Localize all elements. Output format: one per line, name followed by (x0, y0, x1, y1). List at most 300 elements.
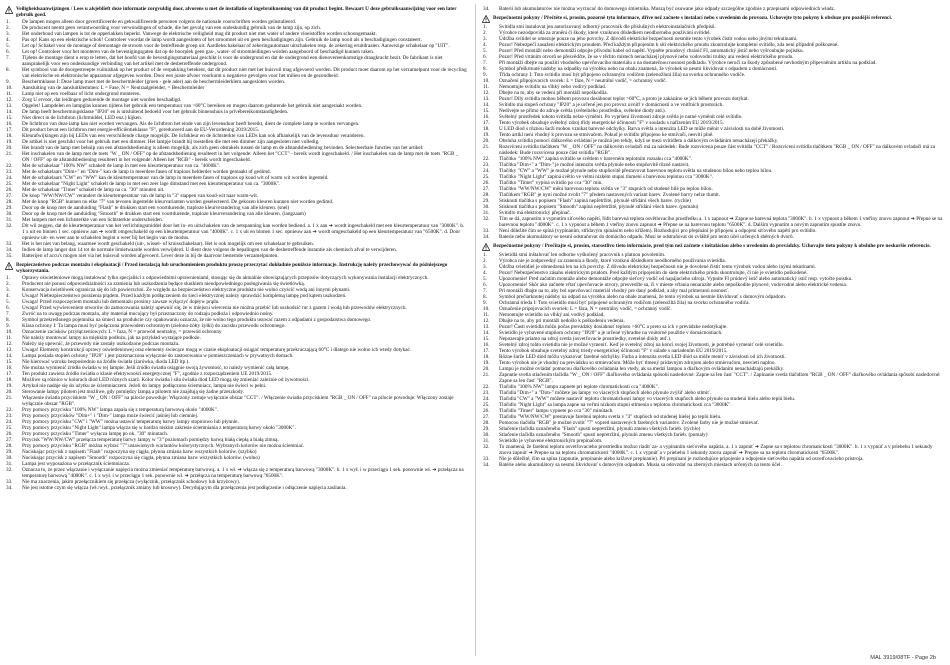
item-text: Tento výrobek obsahuje světelný zdroj třídy energetické účinnosti "F" v souladu s nařízením EU 2019/2015. (499, 119, 724, 126)
numbered-list (5, 19, 467, 260)
item-number: 19. (483, 131, 490, 138)
item-number: 3. (483, 263, 487, 270)
item-text: Tlačítko "Timer" vypíná svítidlo po cca "30" min. (499, 179, 603, 186)
item-text: Stlačenie tlačidla označeného "Flash" spustí nepretržitú, plynulú zmenu všetkých farieb. (rýchlo) (499, 426, 701, 433)
page-footer: MAL 3919/08TF - Page 2b (870, 655, 936, 661)
item-number: 9. (6, 322, 10, 329)
item-text: Dit product bevat een lichtbron met energie-efficiëntieklasse "F", gereduceerd aan de EU-Verordening 2019/2015. (22, 126, 260, 133)
right-column (482, 6, 944, 651)
item-text: Włączenie światła przyciskiem "W _ ON / OFF" na pilocie powoduje: Włączony zostaje wyłącznie obszar "CCT". / Włączenie światła przyciskiem "RGB _ ON / OFF" na pilocie powoduje: Włączony zostaje wyłącznie obszar "RGB". (22, 395, 454, 408)
instruction-section (482, 243, 944, 468)
item-text: Let op! Schakel voor de montage of demontage de stroom voor de betreffende groep uit. Aardlekschakelaar of zekeringautomaat uitschakelen resp. de zekering eruitdraaien. Aanwezige schakelaar op "UIT". (22, 42, 450, 49)
item-number: 1. (483, 23, 487, 30)
item-number: 3. (6, 286, 10, 293)
item-number: 19. (6, 138, 13, 145)
warning-triangle-icon (5, 262, 13, 270)
item-text: Baterií lub akumulatorów nie można wyrzucać do domowego śmietnika. Muszą być usuwane jako odpady szczególne zgodnie z przepisami odpowiednich władz. (499, 6, 836, 12)
item-number: 17. (6, 370, 13, 377)
item-text: Pozor! Nebezpečenstvo zásahu elektrickým prúdom. Pred každým pripojením do siete elektrického prúdu skontrolujte, či nie je svietidlo poškodené. (499, 269, 808, 276)
item-number: 4. (6, 36, 10, 43)
item-number: 9. (483, 299, 487, 306)
item-text: Zapnutie svetla stlačením tlačidla "W _ ON / OFF" diaľkového ovládania spôsobí nasledovné: Zapne sa len časť "CCT". / Zapínanie svetla tlačidlom "RGB _ ON / OFF" diaľkového ovládania spôsobí nasledovné: Zapne sa len časť "RGB". (499, 371, 941, 384)
item-text: Stisknutí tlačítka s popisem "Smooth" zapíná nepřetržité, plynulé střídání všech barev. (pomalu) (499, 203, 699, 210)
item-number: 8. (6, 66, 10, 73)
item-text: Symbol prečiarknutej nádoby na odpad na výrobku alebo na obale znamená, že tento výrobok sa nesmie likvidovať s domovým odpadom. (499, 293, 787, 300)
item-text: Označenie pripojovacích svoriek: L = fáza, N = neutrálny vodič, = ochranný vodič. (499, 305, 672, 312)
item-text: Nie należy montować lampy na miękkim podłożu, jak na przykład wystające podłoże. (22, 334, 201, 341)
item-text: Door op de knop met de aanduiding "Flash" te drukken start een voortdurende, traploze kleurverandering van alle kleuren. (snel) (22, 205, 290, 212)
item-number: 12. (6, 96, 13, 103)
item-number: 5. (483, 47, 487, 54)
warning-triangle-icon (482, 15, 490, 23)
item-number: 6. (483, 281, 487, 288)
item-number: 4. (483, 269, 487, 276)
item-text: Oprawy oświetleniowe mogą instalować tylko specjaliści z odpowiednimi uprawnieniami, stosując się do aktualnie obowiązujących przepisów dotyczących wykonywania instalacji elektrycznych. (22, 274, 429, 281)
item-number: 27. (483, 414, 490, 420)
item-number: 28. (6, 443, 13, 450)
item-number: 31. (6, 217, 13, 224)
instruction-section (482, 6, 944, 12)
item-number: 4. (6, 292, 10, 299)
item-number: 6. (6, 48, 10, 55)
item-text: Naciskając przycisk z napisem "Smooth" rozpoczyna się ciągła, płynna zmiana barw wszystkich kolorów. (wolno) (22, 455, 260, 462)
item-number: 8. (6, 316, 10, 323)
item-number: 32. (483, 444, 490, 451)
item-text: Tlačidlá "Dim+" a "Dim-" môžete jas lampy vo viacerých stupňoch alebo plynule zvýšiť alebo stlmiť. (499, 389, 711, 396)
item-text: Tento výrobok nie je vhodný na prevádzku so stmievačom. Môže byť tlmený prídavným zdrojom alebo stmievačom, nesvieti naplno. (499, 359, 776, 366)
item-text: Het inschakelen van de lamp met de toets "W _ ON / OFF" op de afstandsbediening resulteert in het volgende: Alleen het "CCT" - bereik wordt ingeschakeld. / Het inschakelen van de lamp met de toets "RGB _ ON / OFF" op de afstandsbediening resulteert in het volgende: Alleen het "RGB" - bereik wordt ingeschakeld. (22, 150, 459, 163)
item-number: 4. (483, 41, 487, 48)
item-text: To znamená, že farebnú teplotu osvetľovacieho prostriedku možno riadiť za- a vypínaním sieťového napätia. a. 1 x zapnúť ➔ Zapne sa s teplotou chromatickosti "3000K". b. 1 x vypnúť a v priebehu 1 sekundy znova zapnúť ➔ Prepne sa na teplotu chromatickosti "4000K". c. 1 x vypnúť a v priebehu 1 sekundy znova zapnúť ➔ Prepne sa na teplotu chromatickosti "6500K". (499, 444, 933, 457)
item-text: Przycisk "WW/NW/CW" przełącza temperaturę barwy lampy w "3" poziomach pomiędzy barwą białą ciepłą a białą zimną. (22, 437, 279, 444)
item-text: Lampa posiada stopień ochrony "IP20" i jest przeznaczona wyłącznie do zastosowania w pomieszczeniach w prywatnych domach. (22, 352, 294, 359)
item-text: Zwróć na to uwagę podczas montażu, aby materiał mocujący był przeznaczony do rodzaju podłoża i odpowiednio nośny. (22, 310, 274, 317)
item-number: 11. (6, 334, 13, 341)
item-text: Tlačidlá "CW" a "WW" môžete nastaviť teplotu chromatickosti lampy vo viacerých stupňoch alebo plynule na studenú bielu alebo teplú bielu. (499, 395, 796, 402)
item-number: 21. (6, 150, 13, 157)
item-text: Nemontujte svítidlo na vlhký nebo vodivý podklad. (499, 83, 607, 90)
item-number: 27. (6, 437, 13, 444)
item-text: Nie kierować wzroku bezpośrednio na źródło światła (żarówka, dioda LED itp.). (22, 358, 190, 365)
item-text: Artykuł nie nadaje się do użytku ze ściemniaczem. Jeżeli do lampy podłączono ściemniacz, lampa nie świeci w pełni. (22, 382, 267, 389)
item-text: Svetelný zdroj tohto svietidla nie je možné vymeniť. Keď je svetelný zdroj na konci svojej životnosti, je potrebné vymeniť celé svietidlo. (499, 341, 784, 348)
item-text: Uwaga! Przed wywierceniem otworów do zamocowania należy upewnić się, że w miejscu wiercenia nie można przebić lub uszkodzić rur z gazem i wodą lub przewodów elektrycznych. (22, 304, 407, 311)
item-number: 6. (483, 53, 487, 60)
item-text: Symbol přeškrtnuté nádoby na odpadky na výrobku nebo na obalu znamená, že výrobek se nesmí likvidovat s odpadem z domácností. (499, 65, 778, 72)
item-number: 33. (483, 456, 490, 463)
list-item (5, 67, 467, 79)
section-heading (482, 243, 944, 251)
item-number: 17. (483, 119, 490, 126)
item-number: 15. (6, 114, 13, 121)
item-number: 14. (6, 108, 13, 115)
item-text: Ten produkt zawiera źródło światła o klasie efektywności energetycznej "F", zgodnie z rozporządzeniem UE 2019/2015. (22, 370, 273, 377)
list-item (5, 395, 467, 407)
item-text: Svítidlo má elektronický přepínač. (499, 210, 571, 216)
item-text: Svietidlá smú inštalovať len odborne vyškolený pracovník s platnou povolením. (499, 251, 666, 258)
item-number: 29. (6, 205, 13, 212)
item-number: 13. (483, 323, 490, 330)
item-text: Konserwacja świetlówek ogranicza się do ich powierzchni. Ze względu na bezpieczeństwo elektryczne produktu nie wolno czyścić wodą ani innymi płynami. (22, 286, 351, 293)
item-number: 2. (483, 29, 487, 36)
item-text: Při montáži dbejte na použití vhodného upevňovacího materiálu a na dostatečnou nosnost podkladu. Výrobce neručí za škody způsobené nevhodným připevněním artiklu na podklad. (499, 59, 877, 66)
item-number: 14. (483, 101, 490, 108)
list-item (5, 151, 467, 163)
item-number: 8. (483, 293, 487, 300)
item-number: 31. (483, 438, 490, 445)
item-number: 34. (483, 462, 490, 469)
item-number: 24. (483, 167, 490, 174)
item-text: Met de knop "RGB" kunnen nu elke "7" van tevoren ingestelde kleurvarianten worden geselecteerd. De gekozen kleuren kunnen niet worden gedimd. (22, 199, 334, 205)
item-number: 13. (6, 102, 13, 109)
item-number: 26. (6, 431, 13, 438)
item-number: 25. (483, 401, 490, 408)
instruction-section (5, 262, 467, 491)
item-text: Dbajte na to, aby pri montáži nedošlo k poškodeniu vedenia. (499, 317, 625, 324)
item-number: 2. (6, 24, 10, 31)
item-text: Rozsvícení svítidla tlačítkem "W _ ON / OFF" na dálkovém ovladači má za následek: Bude rozsvícena pouze část svítidla "CCT" / Rozsvícení svítidla tlačítkem "RGB _ ON / OFF" na dálkovém ovladači má za následek: Bude rozsvícena pouze část svítidla "RGB". (499, 143, 936, 156)
item-number: 18. (483, 353, 490, 360)
item-text: Możliwe są różnice w kolorach diod LED różnych szarż. Kolor światła i siła światła diod LED mogą się zmieniać zależnie od żywotności. (22, 376, 310, 383)
item-text: De artikel is niet geschikt voor het gebruik met een dimmer. Het lampje brandt bij toestellen die met een dimmer zijn aangesloten niet volledig. (22, 138, 320, 145)
item-number: 25. (6, 180, 13, 187)
item-number: 34. (6, 247, 13, 254)
item-number: 13. (6, 346, 13, 353)
item-number: 10. (6, 84, 13, 91)
item-number: 24. (6, 174, 13, 181)
item-number: 33. (6, 241, 13, 248)
item-text: Třída ochrany I: Toto svítidlo musí být připojeno ochranným vodičem (zelenožlutá žíla) na svorku ochranného vodiče. (499, 71, 746, 78)
section-title: Bezpieczeństwo podczas montażu i eksploatacji / Przed instalacją lub uruchomieniem produktu proszę przeczytać dokładnie poniższe informacje. Instrukcję należy przechowywać do późniejszego wykorzystania. (16, 262, 448, 275)
numbered-list (482, 252, 944, 469)
item-number: 7. (483, 59, 487, 66)
item-text: Nie je dôležité, čím sa spína (zapnutie, prepínanie alebo krížové prepínanie). Pri prepínaní je rozhodujúce pripojenie a odpojenie sieťového napätia od osvetľovacieho prístroja. (499, 456, 864, 463)
item-text: Symbol przekreślonego pojemnika na śmieci na produkcie czy opakowaniu oznacza, że nie wolno tego produktu usuwać razem z odpadami z gospodarstwa domowego. (22, 316, 372, 323)
item-number: 9. (483, 71, 487, 78)
item-number: 8. (483, 65, 487, 72)
list-item (5, 223, 467, 241)
item-number: 22. (6, 162, 13, 169)
item-number: 35. (6, 253, 13, 260)
item-number: 20. (6, 144, 13, 151)
item-text: Met de schakelaar "Night Light" schakelt de lamp in met een zeer lage dimstand met een kleurtemperatuur van ca. "3000K". (22, 180, 281, 187)
item-text: Opgelet! Lampdelen en lampglas kunnen tijdens het gebruik een temperatuur van >60°C bereiken en mogen daarom gedurende het gebruik niet aangeraakt worden. (22, 102, 363, 109)
list-item (5, 253, 467, 259)
item-text: Przy pomocy przycisku "CW" i "WW" można ustawić temperaturę barwy lampy stopniowo lub płynnie. (22, 419, 239, 426)
item-number: 16. (6, 120, 13, 127)
item-text: Nie ma znaczenia, jakim przełącznikiem się przełącza (wyłącznik, przełącznik schodowy lub krzyżowy). (22, 479, 241, 486)
item-text: Aansluiting van de aansluitklemmen: L = Fase, N = Neutraalgeleider, = Beschermleider (22, 84, 205, 91)
item-number: 5. (483, 275, 487, 282)
section-heading (5, 262, 467, 274)
item-number: 21. (483, 143, 490, 150)
item-text: Tlačítko "WW/NW/CW" mění barevnou teplotu světla ve "3" stupních od studené bílé po teplou bílou. (499, 185, 713, 192)
item-text: Przy pomocy przycisku "RGB" można wybrać "7" ustawionych wariantów kolorystycznych. Wybranych kolorów nie można ściemniać. (22, 443, 305, 450)
item-text: Nemontujte svietidlo na vlhký ani vodivý podklad. (499, 311, 605, 318)
item-number: 30. (483, 432, 490, 439)
item-text: Uwaga! Niebezpieczeństwo porażenia prądem. Przed każdym podłączeniem do sieci elektrycznej należy sprawdzić kompletną lampę pod kątem uszkodzeń. (22, 292, 347, 299)
item-number: 18. (6, 376, 13, 383)
item-text: Nepozerajte priamo na zdroj svetla (osvetľovacie prostriedky, svetelné diódy atď.). (499, 335, 672, 342)
item-text: Údržba svietidiel je obmedzená len na ich povrchy. Z dôvodu elektrickej bezpečnosti nie je dovolené čistiť tento výrobok vodou alebo inými tekutinami. (499, 263, 816, 270)
item-text: Tlačidlo "Night Light" sa lampa zapne na veľmi nízkom stupni stlmenia s teplotou chromatickosti cca "3000K". (499, 401, 732, 408)
item-number: 22. (483, 383, 490, 390)
item-number: 21. (6, 395, 13, 401)
item-number: 17. (6, 126, 13, 133)
item-number: 11. (483, 83, 490, 90)
item-number: 22. (6, 407, 13, 414)
item-number: 7. (6, 310, 10, 317)
item-number: 25. (483, 173, 490, 180)
item-text: Tijdens de montage dient u erop te letten, dat het hoofd van de bevestigingsmateriaal geschikt is voor de ondergrond en dat de ondergrond een dienovereenkomstige draagkracht bezit. De fabrikant is niet aansprakelijk voor een ondeskundige verbinding van het artikel met de desbetreffende ondergrond. (22, 54, 443, 67)
warning-triangle-icon (5, 6, 13, 14)
item-number: 25. (6, 425, 13, 432)
item-text: De knop "WW/NW/CW" verandert de kleurtemperatuur van de lamp in "3" stappen van koud-wit naar warm-wit. (22, 192, 259, 199)
item-number: 32. (6, 467, 13, 474)
item-text: Klasa ochrony I: Ta lampa musi być połączona przewodem ochronnym (zielono-żółty żyłki) do zacisku przewodu ochronnego. (22, 322, 286, 329)
item-number: 32. (6, 223, 13, 230)
item-text: Pozor! Časti svietidla môžu počas prevádzky dosiahnuť teplotu >60°C a preto sa ich v prevádzke nedotýkajte. (499, 323, 728, 330)
item-number: 15. (6, 358, 13, 365)
list-item (482, 444, 944, 456)
item-number: 3. (6, 30, 10, 37)
item-text: Stisknutí tlačítka s popisem "Flash" zapíná nepřetržité, plynulé střídání všech barev. (rychle) (499, 197, 691, 204)
item-number: 21. (483, 371, 490, 378)
item-number: 26. (483, 179, 490, 186)
item-number: 26. (6, 186, 13, 193)
item-text: Svietidlo je vybavené elektronickým prepínačom. (499, 438, 603, 445)
item-number: 22. (483, 155, 490, 162)
item-text: Ochranná trieda I: Toto svietidlo musí byť pripojené ochranným vodičom (zelenožltá žila) na svorku ochranného vodiča. (499, 299, 750, 306)
item-number: 34. (483, 6, 490, 12)
item-number: 15. (483, 107, 490, 114)
item-text: Rôzne šarže LED diód môžu vykazovať farebné odchýlky. Farba a intenzita svetla LED diód sa môže meniť v závislosti od ich životnosti. (499, 353, 786, 360)
item-number: 1. (483, 251, 487, 258)
item-number: 28. (483, 191, 490, 198)
list-item (482, 462, 944, 468)
item-text: Pozor! Před vrtáním otvorů se přesvědčte, že se v těchto místech nenacházejí plynové nebo vodovodní trubky ani vedení elektrického proudu. (499, 53, 794, 60)
item-number: 29. (6, 449, 13, 456)
item-number: 12. (483, 89, 490, 96)
item-number: 5. (6, 298, 10, 305)
item-number: 23. (6, 413, 13, 420)
item-text: Uwaga! Elementy konstrukcji oprawy oświetleniowej oraz elementy świecące mogą w czasie eksploatacji osiągać temperaturę przekraczającą 60°C i dlatego nie wolno ich wtedy dotykać. (22, 346, 412, 353)
item-number: 24. (6, 419, 13, 426)
numbered-list (482, 6, 944, 12)
item-text: De lamp heeft beschermingsklasse "IP20" en is uitsluitend bedoeld voor het gebruik binnenshuis in privébereikomstandigheden. (22, 108, 289, 115)
item-number: 5. (6, 42, 10, 49)
item-number: 27. (483, 185, 490, 192)
item-number: 30. (483, 203, 490, 210)
item-text: Let op! Controleer voor het monteren van de bevestigingsgaten dat op de boorplek geen gas-, water- of stroomleidingen worden aangeboord of beschadigd kunnen raken. (22, 48, 375, 55)
item-number: 10. (483, 305, 490, 312)
item-text: Svietidlo je vybavené stupňom ochrany "IP20" a je určené výhradne na vnútorné použitie v domácnostiach. (499, 329, 723, 336)
item-text: Tlačidlo "Timer" lampu vypnete po cca "30" minútach. (499, 407, 614, 414)
item-text: Oznacza to, że przez włączanie i wyłączanie napięcia można zmieniać temperaturę barwową. a. 1 x wł. ➔ włącza się z temperaturą barwową "3000K". b. 1 x wył. i w przeciągu 1 sek. ponownie wł. ➔ przełącza na temperaturę barwową "4000K". c. 1 x wył. i w przeciągu 1 sek. ponownie wł. ➔ przełącza na temperaturę barwową "6500K". (22, 467, 464, 480)
item-text: Batérie alebo akumulátory sa nesmú likvidovať s domovým odpadom. Musia sa odovzdať na zberných miestach určených na tento účel. (499, 462, 782, 469)
item-text: Het onderhoud van lampen is tot de opperlakken beperkt. Vanwege de elektrische veiligheid mag dit product niet met water of andere vloeistoffen worden schoongemaakt. (22, 30, 377, 37)
item-number: 2. (6, 280, 10, 287)
item-text: Nie można wymienić źródła światła w tej lampie. Jeśli źródło światła osiągnie swoją żywotność, to należy wymienić całą lampę. (22, 364, 290, 371)
item-number: 17. (483, 347, 490, 354)
item-text: Przy pomocy przycisku "Timer" wyłącza lampę po ok. "30" minutach. (22, 431, 169, 438)
item-number: 12. (6, 340, 13, 347)
item-number: 30. (6, 455, 13, 462)
item-text: Pri montáži dbajte na to, aby bol upevňovací materiál vhodný pre daný podklad, a aby mal primeranú nosnosť. (499, 287, 729, 294)
item-text: Met de schakelaar "Timer" schakelt de lamp na ca. "30" minuten uit. (22, 186, 165, 193)
item-text: Pozor! Nebezpečí zasažení elektrickým proudem. Před každým připojením k síti elektrického proudu zkontrolujte kompletní svítidlo, zda není případně poškozené. (499, 41, 839, 48)
item-text: Met lampen met een lichtsterkte van een lichtsterkte onderscheiden. (22, 217, 164, 224)
item-number: 13. (483, 95, 490, 102)
item-text: Tento artikl není vhodný k provozu se stmívačem. Pokud je svítidlo připojeno ke stmívači, nesvítí plně. (499, 131, 714, 138)
item-number: 11. (483, 311, 490, 318)
item-text: Należy się upewnić, że przewody nie zostały uszkodzone podczas montażu. (22, 340, 180, 347)
list-item (5, 467, 467, 479)
item-number: 28. (6, 199, 13, 205)
item-text: Het brandt van de lamp met behulp van een afstandsbediening is alleen mogelijk, als zich geen obstakels tussen de lamp en de afstandsbediening bevinden. Selecteerbare functies van het artikel: (22, 144, 424, 151)
item-text: Met de schakelaars "CW" en "WW" kan de kleurtemperatuur van de lamp in meerdere fasen of traploos op koud wit of warm wit worden ingesteld. (22, 174, 329, 181)
item-number: 1. (6, 18, 10, 25)
item-number: 14. (483, 329, 490, 336)
item-text: Het is het niet van belang, waarmee wordt geschakeld (uit-, wissel- of kruisschakelaar). Het is ook mogelijk om een schakelaar te gebruiken. (22, 241, 314, 248)
item-number: 20. (483, 365, 490, 372)
list-item (482, 216, 944, 228)
item-text: Lamp niet op een voelbaar of licht ondergrond monteren. (22, 90, 141, 97)
item-number: 10. (6, 328, 13, 335)
item-number: 6. (6, 304, 10, 311)
item-text: Svítidlo má stupeň ochrany "IP20" a je určené jen pro provoz uvnitř v domácnosti a ve vnitřních prostorách. (499, 101, 724, 108)
item-text: Kleurafwijkingen zijn bij LEDs van een verschillende charge mogelijk. De lichtkleur en de lichtsterkte van LEDs kan ook afhankelijk van de levensduur veranderen. (22, 132, 365, 139)
item-text: Tlačítky "CW" a "WW" je možné plynule nebo stupňovitě přestavovat barevnou teplotu světla na studenou bílou nebo teplou bílou. (499, 167, 773, 174)
item-text: Dit wil zeggen, dat de kleurtemperatuur van het verlichtingsmiddel door het in- en uitschakelen van de netspanning kan worden bediend. a. 1 x aan ➔ wordt ingeschakeld met een kleurtemperatuur van "3000K". b. 1 x uit en binnen 1 sec. opnieuw aan ➔ wordt omgeschakeld op een kleurtemperatuur van "4000K". c. 1 x uit en binnen 1 sec. opnieuw aan ➔ wordt omgeschakeld op een kleurtemperatuur van "6500K". d. Door opnieuw uit- en weer aan te schakelen begint u weer bij het begin van de modus. (22, 223, 465, 242)
item-text: Sterowanie lampy pilotem jest możliwe, gdy pomiędzy lampą a pilotem nie znajdują się żadne przeszkody. (22, 388, 245, 395)
item-text: Označení připojovacích svorek: L = fáze, N = neutrální vodič, = ochranný vodič. (499, 77, 667, 84)
item-number: 3. (483, 35, 487, 42)
item-number: 14. (6, 352, 13, 359)
warning-triangle-icon (482, 243, 490, 251)
section-heading (5, 6, 467, 18)
item-text: Beschermklasse I: Deze lamp moet met de beschermleider (groen - gele ader) aan de beschermleiderklem aangesloten worden. (22, 78, 286, 85)
item-number: 27. (6, 192, 13, 199)
list-item (482, 372, 944, 384)
item-number: 24. (483, 395, 490, 402)
item-text: Obsluha svítidla pomocí dálkového ovládání je možná jen tehdy, když se mezi svítidlem a dálkovým ovládáním nenacházejí překážky. (499, 137, 779, 144)
item-number: 18. (483, 125, 490, 132)
item-number: 16. (483, 341, 490, 348)
item-text: Nedívejte se přímo do zdroje světla (světelného prostředku, světelné diody atd.). (499, 107, 666, 114)
item-number: 16. (6, 364, 13, 371)
item-number: 1. (6, 274, 10, 281)
item-number: 19. (483, 359, 490, 366)
item-text: Przy pomocy przycisku "100% NW" lampa zapala się z temperaturą barwową około "4000K". (22, 407, 219, 414)
item-number: 15. (483, 335, 490, 342)
item-text: U LED diod s různou šarží mohou vznikat barevné odchylky. Barva světla a intenzita LED se může měnit v závislosti na době životnosti. (499, 125, 785, 132)
section-title: Bezpečnostní pokyny / Přečtěte si, prosím, pozorně tyto informace, dříve než začnete s instalací nebo s uvedením do provozu. Uchovejte tyto pokyny k obsluze pro pozdější referenci. (493, 15, 893, 22)
column-divider (475, 4, 476, 656)
item-text: Oznaczenie zacisków przyłączeniowych: L = faza, N = przewód neutralny, = przewód ochronny (22, 328, 222, 335)
item-text: Výrobce nezodpovídá za zranění či škody, které vzniknou důsledkem neodborného používání svítidel. (499, 29, 711, 36)
item-number: 31. (483, 210, 490, 216)
item-text: Uwaga! Przed rozpoczęciem montażu lub demontażu prosimy zawsze wyłączyć dopływ prądu. (22, 298, 220, 305)
item-text: Indien de lamp langer dan 14 tot de normale limietwaarde worden verwijderd. U dient deze volgens de bepalingen van de desbetreffende instantie als chemisch afval te verwijderen. (22, 247, 397, 254)
item-text: Upozornenie! Skôr ako začnete vŕtať upevňovacie otvory, presvedčte sa, či v mieste vŕtania nenarazíte alebo nepoškodíte plynové, vodovodné alebo elektrické vedenia. (499, 281, 848, 288)
list-item (482, 144, 944, 156)
item-text: Tlačidlo "WW/NW/CW" prestavuje farebnú teplotu svetla v "3" stupňoch od studenej bielej po teplú bielu. (499, 414, 722, 420)
item-number: 34. (6, 485, 13, 492)
item-text: De producent neemt geen verantwoording voor verwondingen of schade, die het gevolg van een ondeskundig gebruik van de lamp zijn, op zich. (22, 24, 322, 31)
item-text: Stlačenie tlačidla označeného "Smooth" spustí nepretržitú, plynulú zmenu všetkých farieb. (pomaly) (499, 432, 708, 439)
item-number: 33. (483, 228, 490, 235)
item-text: Het symbool van de doorgestreepte vuilnisbak op het product of de verpakking betekent, dat dit product niet met het huisvuil mag afgevoerd worden. Dit product moet daarom op het verzamelpunt voor de recycling van elektrische en elektronische apparatuur afgegeven worden. Door een juiste afvoer voorkomt u negatieve gevolgen voor het milieu en de gezondheid. (22, 66, 467, 79)
numbered-list (482, 24, 944, 241)
list-item (5, 55, 467, 67)
item-text: Lampu je možné ovládať pomocou diaľkového ovládania len vtedy, ak sa medzi lampou a diaľkovým ovládaním nenachádzajú prekážky. (499, 365, 785, 372)
item-text: Pozor! Před montáží nebo demontáží odpojte přívodní kabel od napětí. Vypněte proudový chránič FI, automatický jistič nebo vyšroubujte pojistku. (499, 47, 804, 54)
list-item (5, 485, 467, 491)
item-text: Naciskając przycisk z napisem "Flash" rozpoczyna się ciągła, płynna zmiana barw wszystkich kolorów. (szybko) (22, 449, 257, 456)
item-text: Světelný prostředek tohoto svítidla nelze vyměnit. Po vypršení životnosti zdroje světla je nutné vyměnit celé svítidlo. (499, 113, 743, 120)
item-number: 32. (483, 216, 490, 223)
item-text: Údržba svítidel se omezuje pouze na jeho povrchy. Z důvodů elektrické bezpečnosti nesmíte tento výrobek čistit vodou nebo jinými tekutinami. (499, 35, 798, 42)
item-text: Met de schakelaar "100% NW" schakelt de lamp in met een kleurtemperatuur van ca. "4000K". (22, 162, 221, 169)
item-number: 10. (483, 77, 490, 84)
item-number: 19. (6, 382, 13, 389)
item-number: 23. (483, 161, 490, 168)
item-number: 29. (483, 426, 490, 433)
item-number: 16. (483, 113, 490, 120)
item-number: 33. (6, 479, 13, 486)
item-text: Tento výrobok obsahuje svetelný zdroj triedy energetickej účinnosti "F" v súlade s nariadením EÚ 2019/2015. (499, 347, 728, 354)
item-text: Není důležité čím se spíná (vypínáním, střídavým spínáním nebo křížem). Rozhodující pro přepínání je připojení a odpojení síťového napětí pro svítidlo. (499, 228, 817, 235)
item-number: 11. (6, 90, 13, 97)
item-number: 31. (6, 461, 13, 468)
item-text: Tlačítkem "RGB" je nyní možné zvolit "7" předem nastavených variant barev. Zvolené barvy nelze tlumit. (499, 191, 721, 198)
item-number: 20. (6, 388, 13, 395)
section-heading (482, 15, 944, 23)
item-text: Tlačidlo "100% NW" lampu zapnete pri teplote chromatickosti cca "4000K". (499, 383, 660, 390)
item-number: 12. (483, 317, 490, 324)
item-number: 23. (6, 168, 13, 175)
list-item (482, 234, 944, 240)
item-text: Met de schakelaars "Dim+" en "Dim-" kan de lamp in meerdere fasen of traploos helderder worden gemaakt of gedimd. (22, 168, 271, 175)
item-text: Tlačítka "Dim+" a "Dim-" je možné intenzitu světla plynule nebo stupňovitě různě nastavit. (499, 161, 690, 168)
item-number: 7. (6, 54, 10, 61)
item-text: Producent nie ponosi odpowiedzialności za zranienia lub uszkodzenia będące skutkiem nieodpowiedniego posługiwania się świetlówką. (22, 280, 305, 287)
instruction-section (482, 15, 944, 240)
item-text: Baterie nebo akumulátory se nesmí odstraňovat do domácího odpadu. Musí se odstraňovat do zvláště pro tento účel určených sběrných dvorů. (499, 234, 794, 241)
item-text: Niet direct in de lichtbron (lichtmiddel, LED enz.) kijken. (22, 114, 142, 121)
item-number: 34. (483, 234, 490, 241)
item-text: Pas op! Kans op een elektrische schok! Controleer voordat de lamp wordt aangesloten of het stroomnet uit en geen beschadigingen zijn. Gebruik de lamp nooit als u beschadigingen constateert. (22, 36, 422, 43)
item-number: 30. (6, 211, 13, 218)
item-number: 7. (483, 287, 487, 294)
list-item (482, 6, 944, 12)
item-number: 28. (483, 420, 490, 427)
item-text: Pozor! Díly svítidla mohou během provozu dosáhnout teplot >60°C, a proto je zakázáno se jich během provozu dotýkat. (499, 95, 749, 102)
item-text: De lampen mogen alleen door gecertificeerde en gekwalificeerde personen volgens de nationale voorschriften worden geïnstalleerd. (22, 18, 297, 25)
item-text: Door op de knop met de aanduiding "Smooth" te drukken start een voortdurende, traploze kleurverandering van alle kleuren. (langzaam) (22, 211, 306, 218)
item-text: Tlačítko "Night Light" zapíná světlo ve velmi nízkém stupni tlumení s barevnou teplotou cca "3000K". (499, 173, 714, 180)
item-text: Nie jest istotne czym się włącza (wł./wył., przełącznik zmiany lub krosowy). Decydującym dla przełączenia jest podłączenie i odłączenie napięcia zasilania. (22, 485, 347, 492)
item-text: Dbejte na to, aby se vedení při montáži nepoškodila. (499, 89, 608, 96)
item-text: Tlačítko "100% NW" zapíná svítidlo se světlem v barevném teplotním rozsahu cca "4000K". (499, 155, 693, 162)
item-number: 23. (483, 389, 490, 396)
item-text: Zorg U ervoor, dat leidingen gedurende de montage niet worden beschadigd. (22, 96, 182, 103)
section-title: Veiligheidsaanwijzingen / Lees u alsjeblieft deze informatie zorgvuldig door, alvorens u met de installatie of ingebruikneming van dit product begint. Bewaart U deze gebruiksaanwijzing voor een later gebruik goed. (16, 6, 457, 19)
item-text: Przy pomocy przycisków "Dim+" i "Dim-" lampa może świecić jaśniej lub ciemniej. (22, 413, 199, 420)
item-number: 26. (483, 407, 490, 414)
item-text: Výrobca nie je zodpovedný za zranenia a škody, ktoré vzniknú dôsledkom neodborného používania svietidla. (499, 257, 726, 264)
